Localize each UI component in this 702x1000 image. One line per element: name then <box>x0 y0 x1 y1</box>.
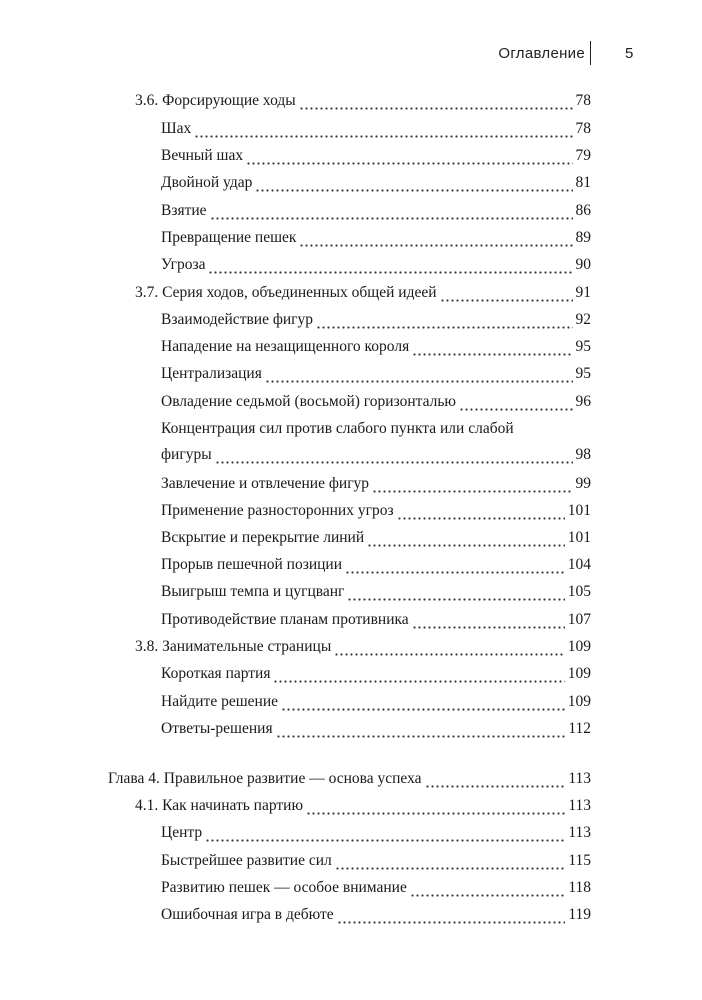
toc-entry-label: Взятие <box>161 202 207 219</box>
toc-entry <box>161 850 591 872</box>
toc-entry-page: 101 <box>567 529 591 546</box>
toc-entry <box>161 663 591 685</box>
toc-entry <box>161 609 591 631</box>
toc-entry-label: Взаимодействие фигур <box>161 311 314 328</box>
toc-entry-label: Быстрейшее развитие сил <box>161 852 332 869</box>
toc-entry-page: 113 <box>568 797 591 814</box>
dot-leader <box>440 282 573 304</box>
toc-entry-page: 91 <box>575 284 591 301</box>
dot-leader <box>316 309 572 331</box>
toc-chapter-4 <box>108 768 591 790</box>
dot-leader <box>335 850 566 872</box>
dot-leader <box>367 527 565 549</box>
toc-entry-label: Короткая партия <box>161 665 271 682</box>
toc-section-3-7 <box>135 282 591 304</box>
toc-entry <box>161 581 591 603</box>
toc-entry-label: Концентрация сил против слабого пункта или слабой <box>161 420 514 437</box>
toc-entry-label: Превращение пешек <box>161 229 297 246</box>
toc-entry-page: 113 <box>568 824 591 841</box>
toc-entry-label: Нападение на незащищенного короля <box>161 338 410 355</box>
toc-entry <box>161 822 591 844</box>
toc-entry-page: 118 <box>568 879 591 896</box>
toc-entry-page: 109 <box>567 638 591 655</box>
dot-leader <box>334 636 565 658</box>
toc-entry <box>161 172 591 194</box>
toc-entry-page: 95 <box>575 338 591 355</box>
toc-entry-page: 104 <box>567 556 591 573</box>
toc-entry-label: Завлечение и отвлечение фигур <box>161 475 370 492</box>
dot-leader <box>345 554 565 576</box>
toc-entry-label: Двойной удар <box>161 174 253 191</box>
toc-entry <box>161 527 591 549</box>
toc-section-4-1 <box>135 795 591 817</box>
running-head <box>0 43 702 69</box>
dot-leader <box>410 877 565 899</box>
toc-entry <box>161 691 591 713</box>
toc-entry-page: 98 <box>575 446 591 463</box>
dot-leader <box>276 718 566 740</box>
toc-entry-page: 92 <box>575 311 591 328</box>
toc-entry-page: 109 <box>567 665 591 682</box>
toc-section-3-6 <box>135 90 591 112</box>
toc-entry <box>161 554 591 576</box>
toc-entry-label: Овладение седьмой (восьмой) горизонталью <box>161 393 457 410</box>
toc-entry-label: 3.6. Форсирующие ходы <box>135 92 296 109</box>
dot-leader <box>208 254 572 276</box>
dot-leader <box>397 500 565 522</box>
dot-leader <box>347 581 564 603</box>
running-head-title: Оглавление <box>498 45 585 62</box>
toc-entry-page: 90 <box>575 256 591 273</box>
toc-entry-label: Ответы-решения <box>161 720 273 737</box>
dot-leader <box>299 90 573 112</box>
toc-entry-page: 81 <box>575 174 591 191</box>
toc-entry-label: Центр <box>161 824 203 841</box>
toc-entry-page: 79 <box>575 147 591 164</box>
dot-leader <box>273 663 564 685</box>
toc-entry <box>161 200 591 222</box>
toc-entry-label: Выигрыш темпа и цугцванг <box>161 583 345 600</box>
toc-entry-page: 78 <box>575 120 591 137</box>
toc-entry-label: Угроза <box>161 256 206 273</box>
toc-entry-label: Ошибочная игра в дебюте <box>161 906 334 923</box>
toc-entry-page: 96 <box>575 393 591 410</box>
toc-entry-page: 99 <box>575 475 591 492</box>
toc-entry-page: 105 <box>567 583 591 600</box>
dot-leader <box>372 473 572 495</box>
toc-entry <box>161 904 591 926</box>
dot-leader <box>246 145 572 167</box>
toc-section-3-8 <box>135 636 591 658</box>
toc-entry <box>161 363 591 385</box>
toc-entry <box>161 227 591 249</box>
running-head-divider <box>590 41 591 65</box>
dot-leader <box>210 200 573 222</box>
toc-entry-label: Противодействие планам противника <box>161 611 409 628</box>
dot-leader <box>459 391 572 413</box>
dot-leader <box>281 691 565 713</box>
toc-entry-label: Прорыв пешечной позиции <box>161 556 343 573</box>
toc-entry-page: 109 <box>567 693 591 710</box>
toc-entry <box>161 500 591 522</box>
toc-entry-page: 107 <box>567 611 591 628</box>
toc-entry-label: Вечный шах <box>161 147 244 164</box>
toc-entry <box>161 473 591 495</box>
toc-entry-page: 119 <box>568 906 591 923</box>
toc-entry-page: 78 <box>575 92 591 109</box>
dot-leader <box>255 172 572 194</box>
toc-entry-page: 95 <box>575 365 591 382</box>
dot-leader <box>337 904 566 926</box>
toc-entry-multiline <box>161 418 591 466</box>
dot-leader <box>265 363 573 385</box>
toc-entry <box>161 336 591 358</box>
toc-entry <box>161 254 591 276</box>
toc-entry-page: 86 <box>575 202 591 219</box>
toc-entry-page: 112 <box>568 720 591 737</box>
toc-entry <box>161 391 591 413</box>
toc-entry-label: Найдите решение <box>161 693 278 710</box>
toc-entry <box>161 118 591 140</box>
toc-entry-label-continuation: фигуры <box>161 446 212 463</box>
toc-entry-label: Глава 4. Правильное развитие — основа успеха <box>108 770 422 787</box>
toc-entry <box>161 877 591 899</box>
dot-leader <box>425 768 566 790</box>
toc-entry <box>161 309 591 331</box>
toc-entry <box>161 718 591 740</box>
dot-leader <box>194 118 572 140</box>
dot-leader <box>299 227 572 249</box>
dot-leader <box>412 336 572 358</box>
dot-leader <box>215 444 573 466</box>
toc-entry-label: Централизация <box>161 365 262 382</box>
toc-entry-page: 101 <box>567 502 591 519</box>
toc-entry-label: Вскрытие и перекрытие линий <box>161 529 365 546</box>
toc-entry-label: 4.1. Как начинать партию <box>135 797 304 814</box>
toc-entry-label: Развитию пешек — особое внимание <box>161 879 407 896</box>
page-number: 5 <box>625 45 634 62</box>
toc-entry <box>161 145 591 167</box>
dot-leader <box>306 795 565 817</box>
toc-entry-label: Шах <box>161 120 192 137</box>
toc-entry-page: 113 <box>568 770 591 787</box>
toc-entry-label: 3.8. Занимательные страницы <box>135 638 332 655</box>
dot-leader <box>412 609 565 631</box>
toc-entry-page: 115 <box>568 852 591 869</box>
toc-entry-page: 89 <box>575 229 591 246</box>
toc-entry-label: Применение разносторонних угроз <box>161 502 394 519</box>
toc-entry-label: 3.7. Серия ходов, объединенных общей идеей <box>135 284 437 301</box>
dot-leader <box>205 822 565 844</box>
